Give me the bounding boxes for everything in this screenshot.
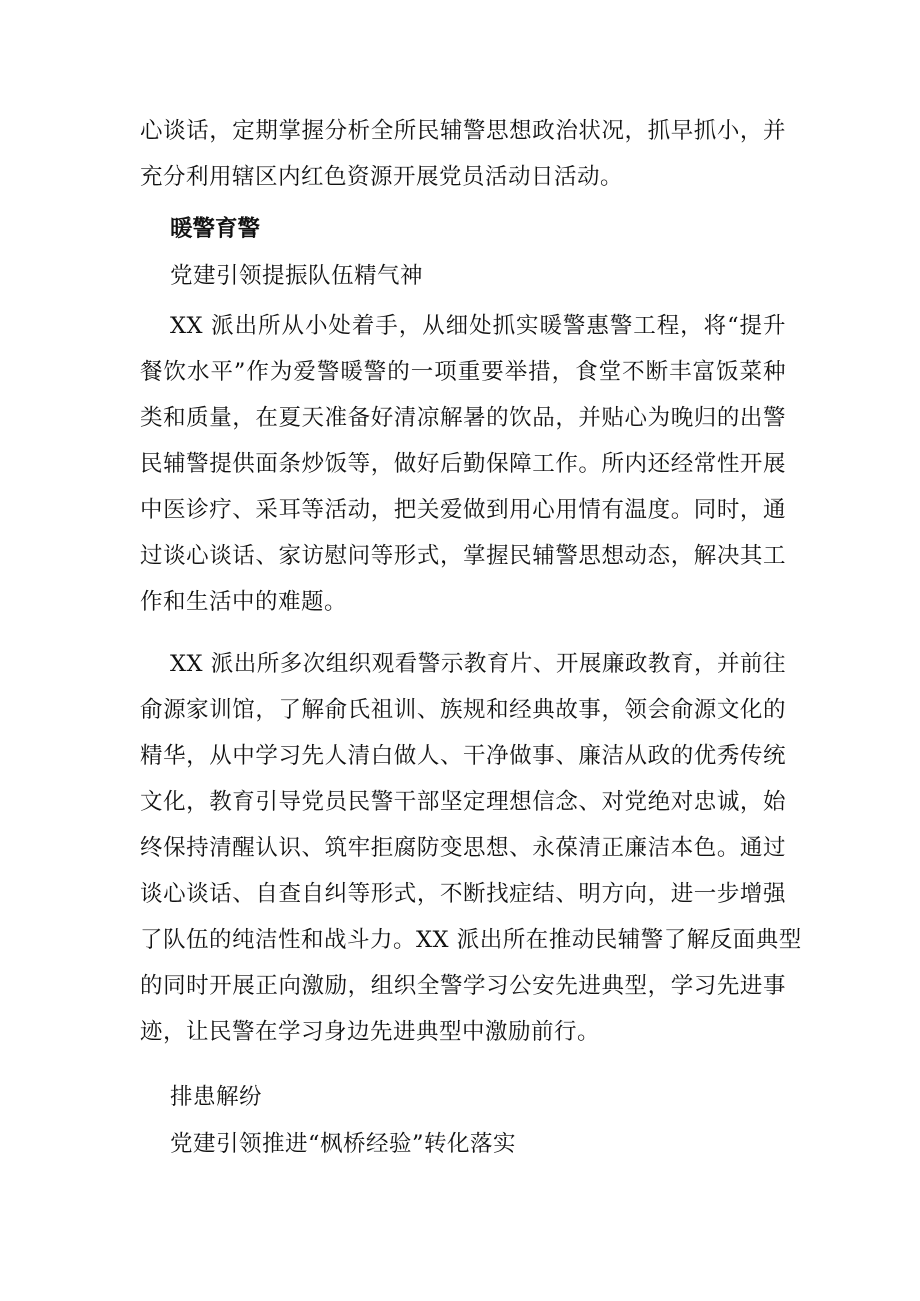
paragraph-line: 类和质量，在夏天准备好清凉解暑的饮品，并贴心为晚归的出警: [140, 405, 786, 431]
paragraph-line: 心谈话，定期掌握分析全所民辅警思想政治状况，抓早抓小，并: [140, 118, 786, 144]
paragraph-line: 的同时开展正向激励，组织全警学习公安先进典型，学习先进事: [140, 973, 786, 999]
section-subheading: 党建引领提振队伍精气神: [170, 263, 424, 289]
section-heading: 暖警育警: [170, 216, 261, 242]
paragraph-line: 充分利用辖区内红色资源开展党员活动日活动。: [140, 164, 624, 190]
paragraph-line: 迹，让民警在学习身边先进典型中激励前行。: [140, 1019, 601, 1045]
paragraph-continuation: [140, 108, 786, 200]
paragraph-line: 谈心谈话、自查自纠等形式，不断找症结、明方向，进一步增强: [140, 881, 786, 907]
paragraph-line: 餐饮水平”作为爱警暖警的一项重要举措，食堂不断丰富饭菜种: [140, 359, 786, 385]
paragraph-line: 过谈心谈话、家访慰问等形式，掌握民辅警思想动态，解决其工: [140, 543, 786, 569]
paragraph-line: 作和生活中的难题。: [140, 589, 348, 615]
paragraph-line: 中医诊疗、采耳等活动，把关爱做到用心用情有温度。同时，通: [140, 497, 786, 523]
paragraph-integrity-education: [140, 641, 802, 1055]
paragraph-line: 俞源家训馆，了解俞氏祖训、族规和经典故事，领会俞源文化的: [140, 697, 786, 723]
paragraph-line: 文化，教育引导党员民警干部坚定理想信念、对党绝对忠诚，始: [140, 789, 786, 815]
paragraph-line: 终保持清醒认识、筑牢拒腐防变思想、永葆清正廉洁本色。通过: [140, 835, 786, 861]
section-subheading: 党建引领推进“枫桥经验”转化落实: [170, 1131, 517, 1157]
paragraph-line: 精华，从中学习先人清白做人、干净做事、廉洁从政的优秀传统: [140, 743, 786, 769]
section-heading: 排患解纷: [170, 1084, 263, 1110]
paragraph-line: XX 派出所从小处着手，从细处抓实暖警惠警工程，将“提升: [170, 313, 786, 339]
paragraph-warm-police: [140, 303, 786, 625]
paragraph-line: XX 派出所多次组织观看警示教育片、开展廉政教育，并前往: [170, 651, 786, 677]
paragraph-line: 民辅警提供面条炒饭等，做好后勤保障工作。所内还经常性开展: [140, 451, 786, 477]
paragraph-line: 了队伍的纯洁性和战斗力。XX 派出所在推动民辅警了解反面典型: [140, 927, 802, 953]
